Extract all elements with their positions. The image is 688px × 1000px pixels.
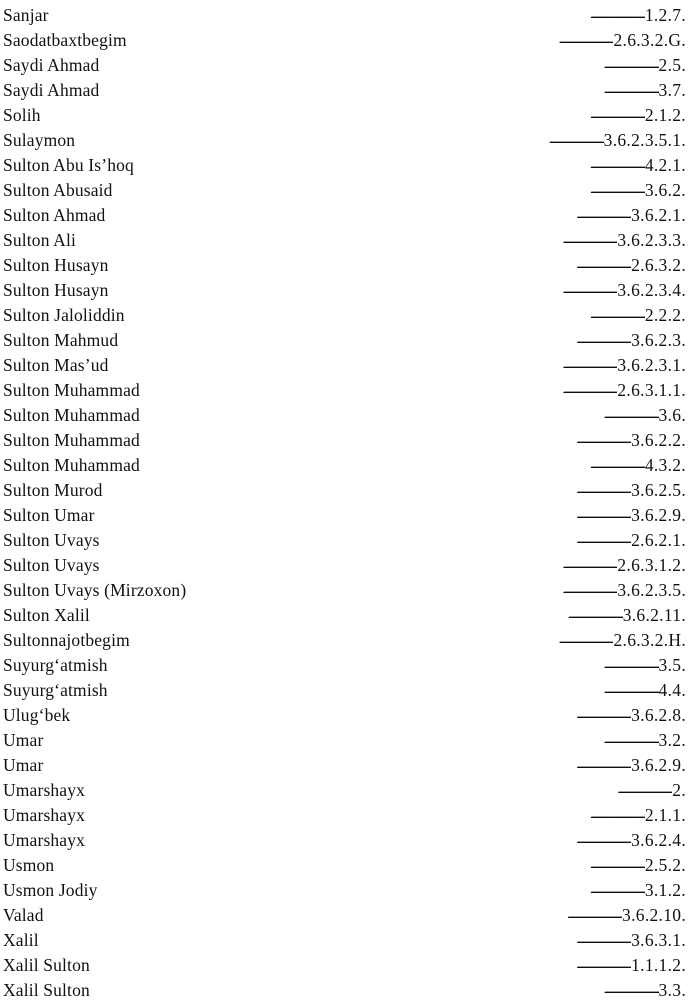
entry-reference: 2.6.2.1. xyxy=(631,530,686,550)
dot-leader xyxy=(119,180,645,200)
entry-name: Sulton Xalil xyxy=(3,605,90,625)
index-entry xyxy=(3,475,686,500)
entry-name: Xalil Sulton xyxy=(3,980,90,1000)
entry-name: Sulaymon xyxy=(3,130,76,150)
index-entry xyxy=(3,150,686,175)
entry-name: Sulton Ali xyxy=(3,230,76,250)
index-entry xyxy=(3,400,686,425)
dot-leader xyxy=(96,955,631,975)
entry-name: Sulton Ahmad xyxy=(3,205,106,225)
index-entry xyxy=(3,175,686,200)
index-entry xyxy=(3,275,686,300)
entry-name: Sulton Muhammad xyxy=(3,380,140,400)
entry-name: Saydi Ahmad xyxy=(3,80,100,100)
name-index-list xyxy=(3,0,686,1000)
index-entry xyxy=(3,725,686,750)
dot-leader xyxy=(96,605,623,625)
index-entry xyxy=(3,800,686,825)
dot-leader xyxy=(106,530,631,550)
dot-leader xyxy=(96,980,659,1000)
index-entry xyxy=(3,350,686,375)
index-entry xyxy=(3,600,686,625)
entry-name: Ulug‘bek xyxy=(3,705,71,725)
entry-name: Valad xyxy=(3,905,44,925)
entry-reference: 3.6.2.3. xyxy=(631,330,686,350)
index-entry xyxy=(3,525,686,550)
entry-reference: 2.2.2. xyxy=(644,305,686,325)
dot-leader xyxy=(115,280,618,300)
index-entry xyxy=(3,550,686,575)
dot-leader xyxy=(91,805,645,825)
entry-reference: 3.6.2. xyxy=(644,180,686,200)
entry-name: Sulton Murod xyxy=(3,480,103,500)
entry-reference: 3.6.2.3.5.1. xyxy=(603,130,686,150)
dot-leader xyxy=(114,655,659,675)
dot-leader xyxy=(45,930,631,950)
dot-leader xyxy=(50,905,622,925)
entry-name: Xalil Sulton xyxy=(3,955,90,975)
index-entry xyxy=(3,375,686,400)
entry-reference: 3.6.2.1. xyxy=(631,205,686,225)
index-entry xyxy=(3,750,686,775)
dot-leader xyxy=(105,55,658,75)
entry-reference: 3.6.2.11. xyxy=(622,605,686,625)
dot-leader xyxy=(192,580,617,600)
index-entry xyxy=(3,950,686,975)
entry-reference: 2.6.3.2. xyxy=(631,255,686,275)
entry-name: Usmon Jodiy xyxy=(3,880,98,900)
entry-name: Sulton Husayn xyxy=(3,280,109,300)
index-entry xyxy=(3,650,686,675)
index-entry xyxy=(3,825,686,850)
entry-reference: 3.5. xyxy=(658,655,686,675)
dot-leader xyxy=(111,205,631,225)
dot-leader xyxy=(124,330,631,350)
index-entry xyxy=(3,300,686,325)
entry-reference: 3.6.2.3.3. xyxy=(617,230,686,250)
index-entry xyxy=(3,100,686,125)
entry-name: Umarshayx xyxy=(3,805,86,825)
entry-reference: 2.6.3.2.H. xyxy=(613,630,686,650)
dot-leader xyxy=(109,480,632,500)
entry-reference: 2.1.2. xyxy=(644,105,686,125)
dot-leader xyxy=(146,455,645,475)
dot-leader xyxy=(47,105,645,125)
dot-leader xyxy=(133,30,614,50)
dot-leader xyxy=(76,705,631,725)
entry-reference: 3.3. xyxy=(658,980,686,1000)
dot-leader xyxy=(49,755,631,775)
dot-leader xyxy=(91,830,631,850)
dot-leader xyxy=(115,255,632,275)
index-entry xyxy=(3,325,686,350)
entry-name: Sulton Uvays (Mirzoxon) xyxy=(3,580,187,600)
entry-reference: 3.6.2.10. xyxy=(622,905,686,925)
entry-name: Umar xyxy=(3,755,44,775)
entry-name: Sulton Abusaid xyxy=(3,180,113,200)
entry-reference: 3.6.3.1. xyxy=(631,930,686,950)
entry-name: Sulton Muhammad xyxy=(3,405,140,425)
entry-name: Sulton Muhammad xyxy=(3,455,140,475)
index-entry xyxy=(3,700,686,725)
entry-reference: 1.1.1.2. xyxy=(631,955,686,975)
entry-reference: 3.6. xyxy=(658,405,686,425)
entry-name: Sultonnajotbegim xyxy=(3,630,130,650)
index-entry xyxy=(3,900,686,925)
dot-leader xyxy=(146,405,659,425)
dot-leader xyxy=(101,505,632,525)
index-entry xyxy=(3,925,686,950)
dot-leader xyxy=(60,855,645,875)
entry-reference: 3.6.2.8. xyxy=(631,705,686,725)
entry-reference: 2.5.2. xyxy=(644,855,686,875)
entry-reference: 3.1.2. xyxy=(644,880,686,900)
entry-reference: 2.6.3.1.1. xyxy=(617,380,686,400)
entry-reference: 3.6.2.4. xyxy=(631,830,686,850)
index-entry xyxy=(3,425,686,450)
dot-leader xyxy=(105,80,658,100)
entry-name: Sulton Mahmud xyxy=(3,330,119,350)
index-entry xyxy=(3,850,686,875)
index-entry xyxy=(3,500,686,525)
entry-reference: 2.6.3.2.G. xyxy=(613,30,686,50)
entry-reference: 3.6.2.2. xyxy=(631,430,686,450)
dot-leader xyxy=(49,730,658,750)
entry-reference: 4.2.1. xyxy=(644,155,686,175)
dot-leader xyxy=(136,630,614,650)
entry-name: Umar xyxy=(3,730,44,750)
entry-name: Usmon xyxy=(3,855,55,875)
entry-name: Xalil xyxy=(3,930,39,950)
dot-leader xyxy=(114,680,659,700)
dot-leader xyxy=(55,5,645,25)
entry-reference: 3.2. xyxy=(658,730,686,750)
index-entry xyxy=(3,200,686,225)
index-entry xyxy=(3,50,686,75)
entry-name: Sulton Muhammad xyxy=(3,430,140,450)
entry-reference: 3.6.2.3.4. xyxy=(617,280,686,300)
index-entry xyxy=(3,675,686,700)
entry-reference: 1.2.7. xyxy=(644,5,686,25)
dot-leader xyxy=(146,380,617,400)
entry-reference: 2.5. xyxy=(658,55,686,75)
entry-name: Sulton Mas’ud xyxy=(3,355,109,375)
entry-name: Sulton Jaloliddin xyxy=(3,305,125,325)
entry-reference: 4.4. xyxy=(658,680,686,700)
entry-name: Sulton Uvays xyxy=(3,555,100,575)
entry-reference: 3.6.2.9. xyxy=(631,505,686,525)
dot-leader xyxy=(104,880,645,900)
entry-name: Saodatbaxtbegim xyxy=(3,30,127,50)
entry-name: Umarshayx xyxy=(3,830,86,850)
index-entry xyxy=(3,450,686,475)
entry-name: Suyurg‘atmish xyxy=(3,655,108,675)
index-entry xyxy=(3,25,686,50)
index-entry xyxy=(3,775,686,800)
entry-name: Umarshayx xyxy=(3,780,86,800)
index-entry xyxy=(3,225,686,250)
entry-reference: 3.6.2.3.5. xyxy=(617,580,686,600)
entry-reference: 3.6.2.5. xyxy=(631,480,686,500)
index-entry xyxy=(3,875,686,900)
entry-reference: 3.6.2.9. xyxy=(631,755,686,775)
entry-reference: 4.3.2. xyxy=(644,455,686,475)
index-entry xyxy=(3,575,686,600)
index-entry xyxy=(3,250,686,275)
dot-leader xyxy=(81,130,603,150)
entry-reference: 2.1.1. xyxy=(644,805,686,825)
index-entry xyxy=(3,625,686,650)
entry-reference: 3.6.2.3.1. xyxy=(617,355,686,375)
index-entry xyxy=(3,975,686,1000)
entry-reference: 3.7. xyxy=(658,80,686,100)
entry-name: Sanjar xyxy=(3,5,49,25)
entry-name: Sulton Husayn xyxy=(3,255,109,275)
dot-leader xyxy=(131,305,645,325)
index-entry xyxy=(3,75,686,100)
dot-leader xyxy=(91,780,672,800)
entry-name: Solih xyxy=(3,105,41,125)
entry-name: Saydi Ahmad xyxy=(3,55,100,75)
entry-name: Sulton Abu Is’hoq xyxy=(3,155,134,175)
dot-leader xyxy=(82,230,617,250)
dot-leader xyxy=(140,155,645,175)
entry-reference: 2. xyxy=(672,780,686,800)
entry-name: Sulton Uvays xyxy=(3,530,100,550)
entry-name: Sulton Umar xyxy=(3,505,95,525)
index-entry xyxy=(3,0,686,25)
dot-leader xyxy=(146,430,631,450)
dot-leader xyxy=(106,555,618,575)
index-entry xyxy=(3,125,686,150)
entry-reference: 2.6.3.1.2. xyxy=(617,555,686,575)
dot-leader xyxy=(115,355,618,375)
entry-name: Suyurg‘atmish xyxy=(3,680,108,700)
